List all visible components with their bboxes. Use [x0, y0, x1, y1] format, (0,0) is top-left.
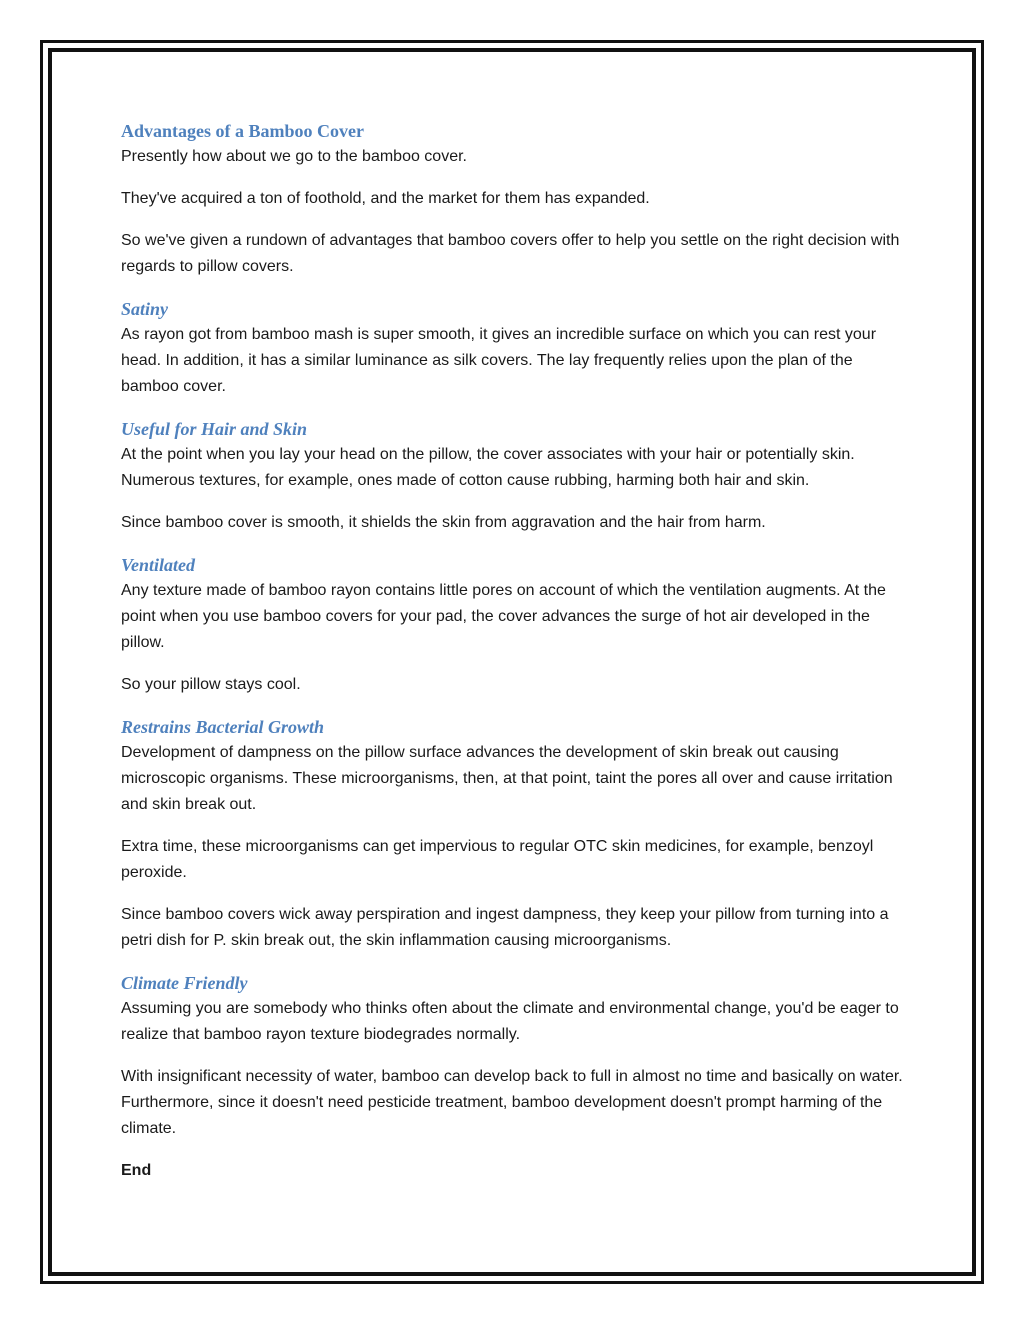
- paragraph: Assuming you are somebody who thinks often about the climate and environmental change, you'd be eager to realize that bamboo rayon texture biodegrades normally.: [121, 1000, 899, 1043]
- section-heading: Restrains Bacterial Growth: [121, 717, 325, 737]
- section-hair-skin: [121, 416, 911, 536]
- section-heading: Ventilated: [121, 555, 196, 575]
- document-body: [121, 118, 911, 1184]
- paragraph: Development of dampness on the pillow surface advances the development of skin break out causing microscopic organisms. These microorganisms, then, at that point, taint the pores all over and cause irritation and skin break out.: [121, 744, 893, 813]
- paragraph: So we've given a rundown of advantages that bamboo covers offer to help you settle on the right decision with regards to pillow covers.: [121, 232, 900, 275]
- paragraph: Since bamboo cover is smooth, it shields the skin from aggravation and the hair from harm.: [121, 514, 766, 531]
- section-ventilated: [121, 552, 911, 698]
- paragraph: Any texture made of bamboo rayon contains little pores on account of which the ventilation augments. At the point when you use bamboo covers for your pad, the cover advances the surge of hot air developed in the pillow.: [121, 582, 886, 651]
- section-heading: Useful for Hair and Skin: [121, 419, 308, 439]
- end-label: End: [121, 1162, 152, 1179]
- section-heading: Satiny: [121, 299, 169, 319]
- section-satiny: [121, 296, 911, 400]
- paragraph: At the point when you lay your head on the pillow, the cover associates with your hair or potentially skin. Numerous textures, for example, ones made of cotton cause rubbing, harming both hair and skin.: [121, 446, 855, 489]
- paragraph: Extra time, these microorganisms can get impervious to regular OTC skin medicines, for example, benzoyl peroxide.: [121, 838, 874, 881]
- paragraph: Presently how about we go to the bamboo cover.: [121, 148, 467, 165]
- paragraph: As rayon got from bamboo mash is super smooth, it gives an incredible surface on which you can rest your head. In addition, it has a similar luminance as silk covers. The lay frequently relies upon the plan of the bamboo cover.: [121, 326, 877, 395]
- paragraph: With insignificant necessity of water, bamboo can develop back to full in almost no time and basically on water. Furthermore, since it doesn't need pesticide treatment, bamboo development doesn't prompt harming of the climate.: [121, 1068, 903, 1137]
- section-heading: Advantages of a Bamboo Cover: [121, 121, 364, 141]
- paragraph: They've acquired a ton of foothold, and the market for them has expanded.: [121, 190, 650, 207]
- section-advantages: [121, 118, 911, 280]
- section-heading: Climate Friendly: [121, 973, 248, 993]
- paragraph: Since bamboo covers wick away perspiration and ingest dampness, they keep your pillow from turning into a petri dish for P. skin break out, the skin inflammation causing microorganisms.: [121, 906, 889, 949]
- section-bacterial: [121, 714, 911, 954]
- section-climate: [121, 970, 911, 1142]
- paragraph: So your pillow stays cool.: [121, 676, 301, 693]
